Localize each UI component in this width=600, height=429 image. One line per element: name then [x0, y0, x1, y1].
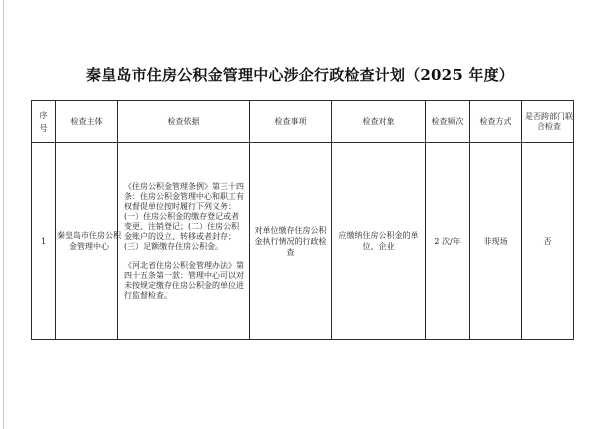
table-header-row: [32, 101, 574, 143]
basis-provincial-text: 《河北省住房公积金管理办法》第四十五条第一款：管理中心可以对未按规定缴存住房公积金的单位进行监督检查。: [124, 260, 244, 300]
header-subject: 检查主体: [56, 101, 118, 143]
cell-basis: [118, 143, 250, 340]
table-row: [32, 143, 574, 340]
cell-seq: 1: [32, 143, 56, 340]
cell-object: 应缴纳住房公积金的单位、企业: [332, 143, 426, 340]
cell-frequency: 2 次/年: [426, 143, 470, 340]
document-title: 秦皇岛市住房公积金管理中心涉企行政检查计划（2025 年度）: [86, 66, 514, 84]
header-object: 检查对象: [332, 101, 426, 143]
cell-joint: 否: [522, 143, 574, 340]
header-joint: 是否跨部门联合检查: [522, 101, 574, 143]
header-seq: 序号: [32, 101, 56, 143]
header-item: 检查事项: [250, 101, 332, 143]
header-method: 检查方式: [470, 101, 522, 143]
inspection-plan-table: [31, 100, 574, 340]
header-basis: 检查依据: [118, 101, 250, 143]
cell-method: 非现场: [470, 143, 522, 340]
header-frequency: 检查频次: [426, 101, 470, 143]
cell-item: 对单位缴存住房公积金执行情况的行政检查: [250, 143, 332, 340]
cell-subject: 秦皇岛市住房公积金管理中心: [56, 143, 118, 340]
basis-regulation-text: 《住房公积金管理条例》第三十四条：住房公积金管理中心和职工有权督促单位按时履行下列义务：(一）住房公积金的缴存登记或者变更、注销登记；(二）住房公积金账户的设立、转移或者封存；(三）足额缴存住房公积金。: [124, 181, 244, 251]
